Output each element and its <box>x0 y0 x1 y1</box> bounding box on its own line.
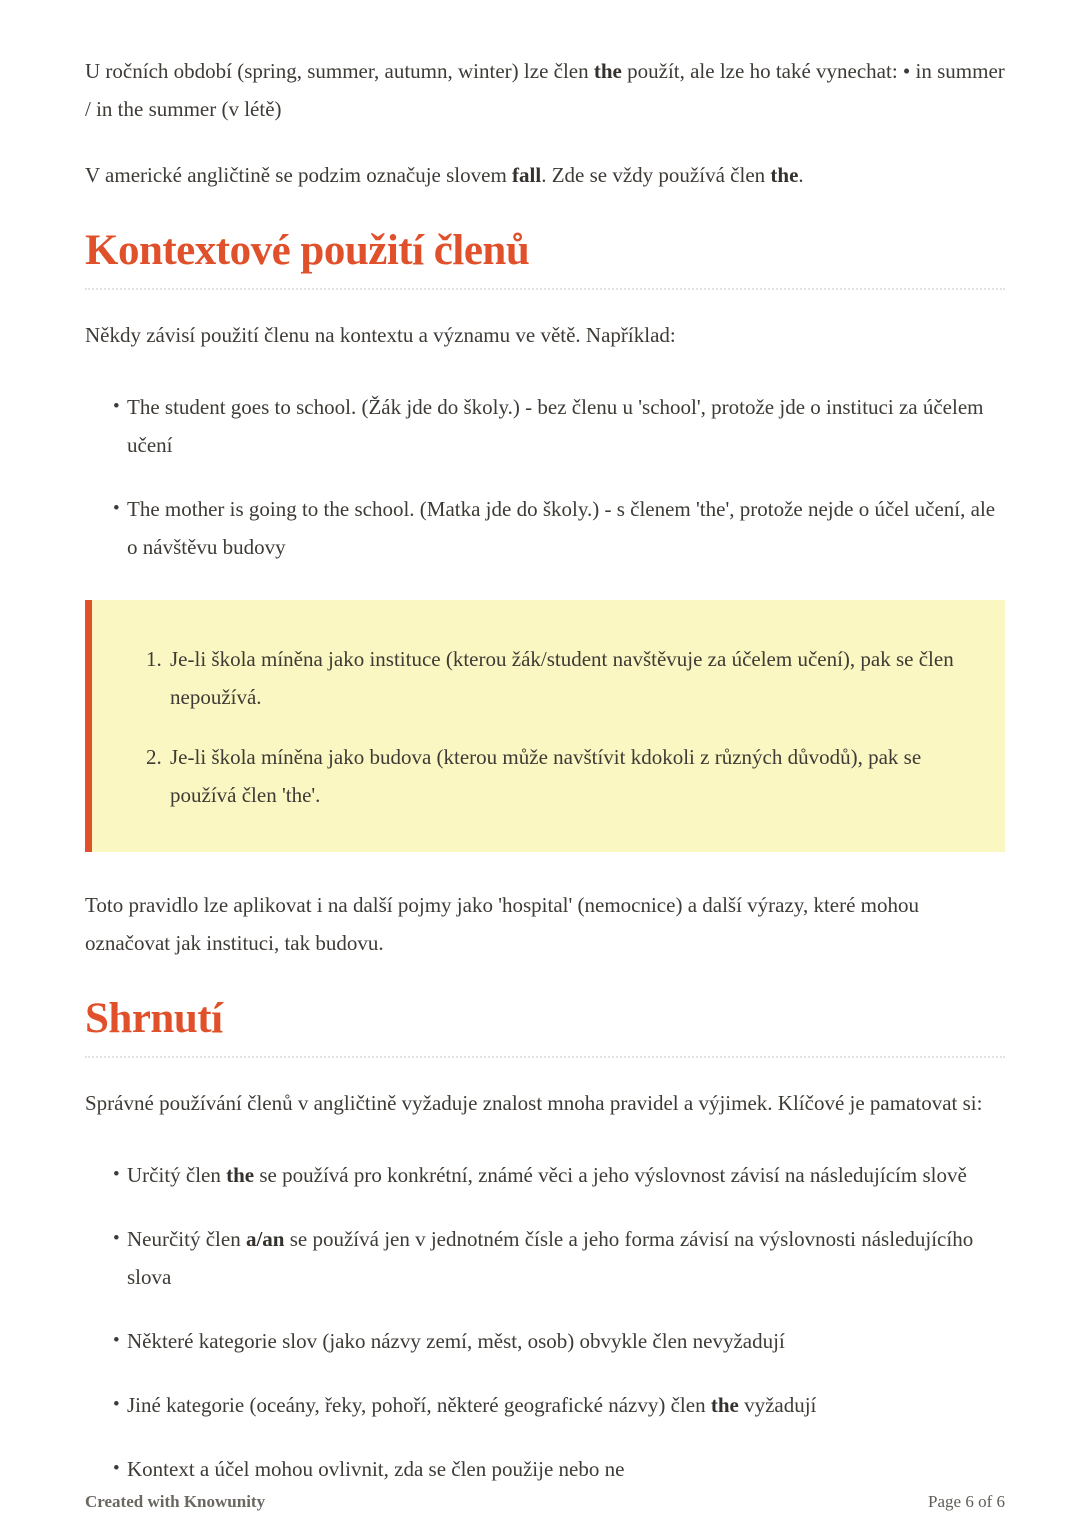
rule-numbered-item: Je-li škola míněna jako budova (kterou může navštívit kdokoli z různých důvodů), pak se používá člen 'the'. <box>170 745 922 807</box>
page-footer <box>85 1491 1005 1513</box>
summary-bullet-item: • Některé kategorie slov (jako názvy zemí, měst, osob) obvykle člen nevyžadují <box>85 1322 1005 1360</box>
summary-bullet-item: • Určitý člen the se používá pro konkrétní, známé věci a jeho výslovnost závisí na následujícím slově <box>85 1156 1005 1194</box>
rule-numbered-item: Je-li škola míněna jako instituce (kterou žák/student navštěvuje za účelem učení), pak se člen nepoužívá. <box>170 647 954 709</box>
summary-bullet-item: • Kontext a účel mohou ovlivnit, zda se člen použije nebo ne <box>85 1450 1005 1488</box>
context-bullet-list <box>85 388 1005 566</box>
summary-lead-paragraph: Správné používání členů v angličtině vyžaduje znalost mnoha pravidel a výjimek. Klíčové je pamatovat si: <box>85 1091 983 1115</box>
context-lead-paragraph: Někdy závisí použití členu na kontextu a významu ve větě. Například: <box>85 323 676 347</box>
section-heading-summary: Shrnutí <box>85 996 1005 1058</box>
rule-callout-box <box>85 600 1005 852</box>
context-bullet-item: • The student goes to school. (Žák jde do školy.) - bez členu u 'school', protože jde o instituci za účelem učení <box>85 388 1005 464</box>
context-outro-paragraph: Toto pravidlo lze aplikovat i na další pojmy jako 'hospital' (nemocnice) a další výrazy, které mohou označovat jak instituci, tak budovu. <box>85 893 920 955</box>
rule-numbered-list <box>124 640 965 814</box>
footer-page-number: Page 6 of 6 <box>928 1492 1005 1511</box>
summary-bullet-list <box>85 1156 1005 1488</box>
intro-paragraph-fall: V americké angličtině se podzim označuje slovem fall. Zde se vždy používá člen the. <box>85 163 804 187</box>
summary-bullet-item: • Jiné kategorie (oceány, řeky, pohoří, některé geografické názvy) člen the vyžadují <box>85 1386 1005 1424</box>
intro-paragraph-seasons: U ročních období (spring, summer, autumn, winter) lze člen the použít, ale lze ho také vynechat: • in summer / in the summer (v létě) <box>85 59 1005 121</box>
section-heading-context: Kontextové použití členů <box>85 228 1005 290</box>
footer-credit: Created with Knowunity <box>85 1492 266 1511</box>
context-bullet-item: • The mother is going to the school. (Matka jde do školy.) - s členem 'the', protože nejde o účel učení, ale o návštěvu budovy <box>85 490 1005 566</box>
summary-bullet-item: • Neurčitý člen a/an se používá jen v jednotném čísle a jeho forma závisí na výslovnosti následujícího slova <box>85 1220 1005 1296</box>
